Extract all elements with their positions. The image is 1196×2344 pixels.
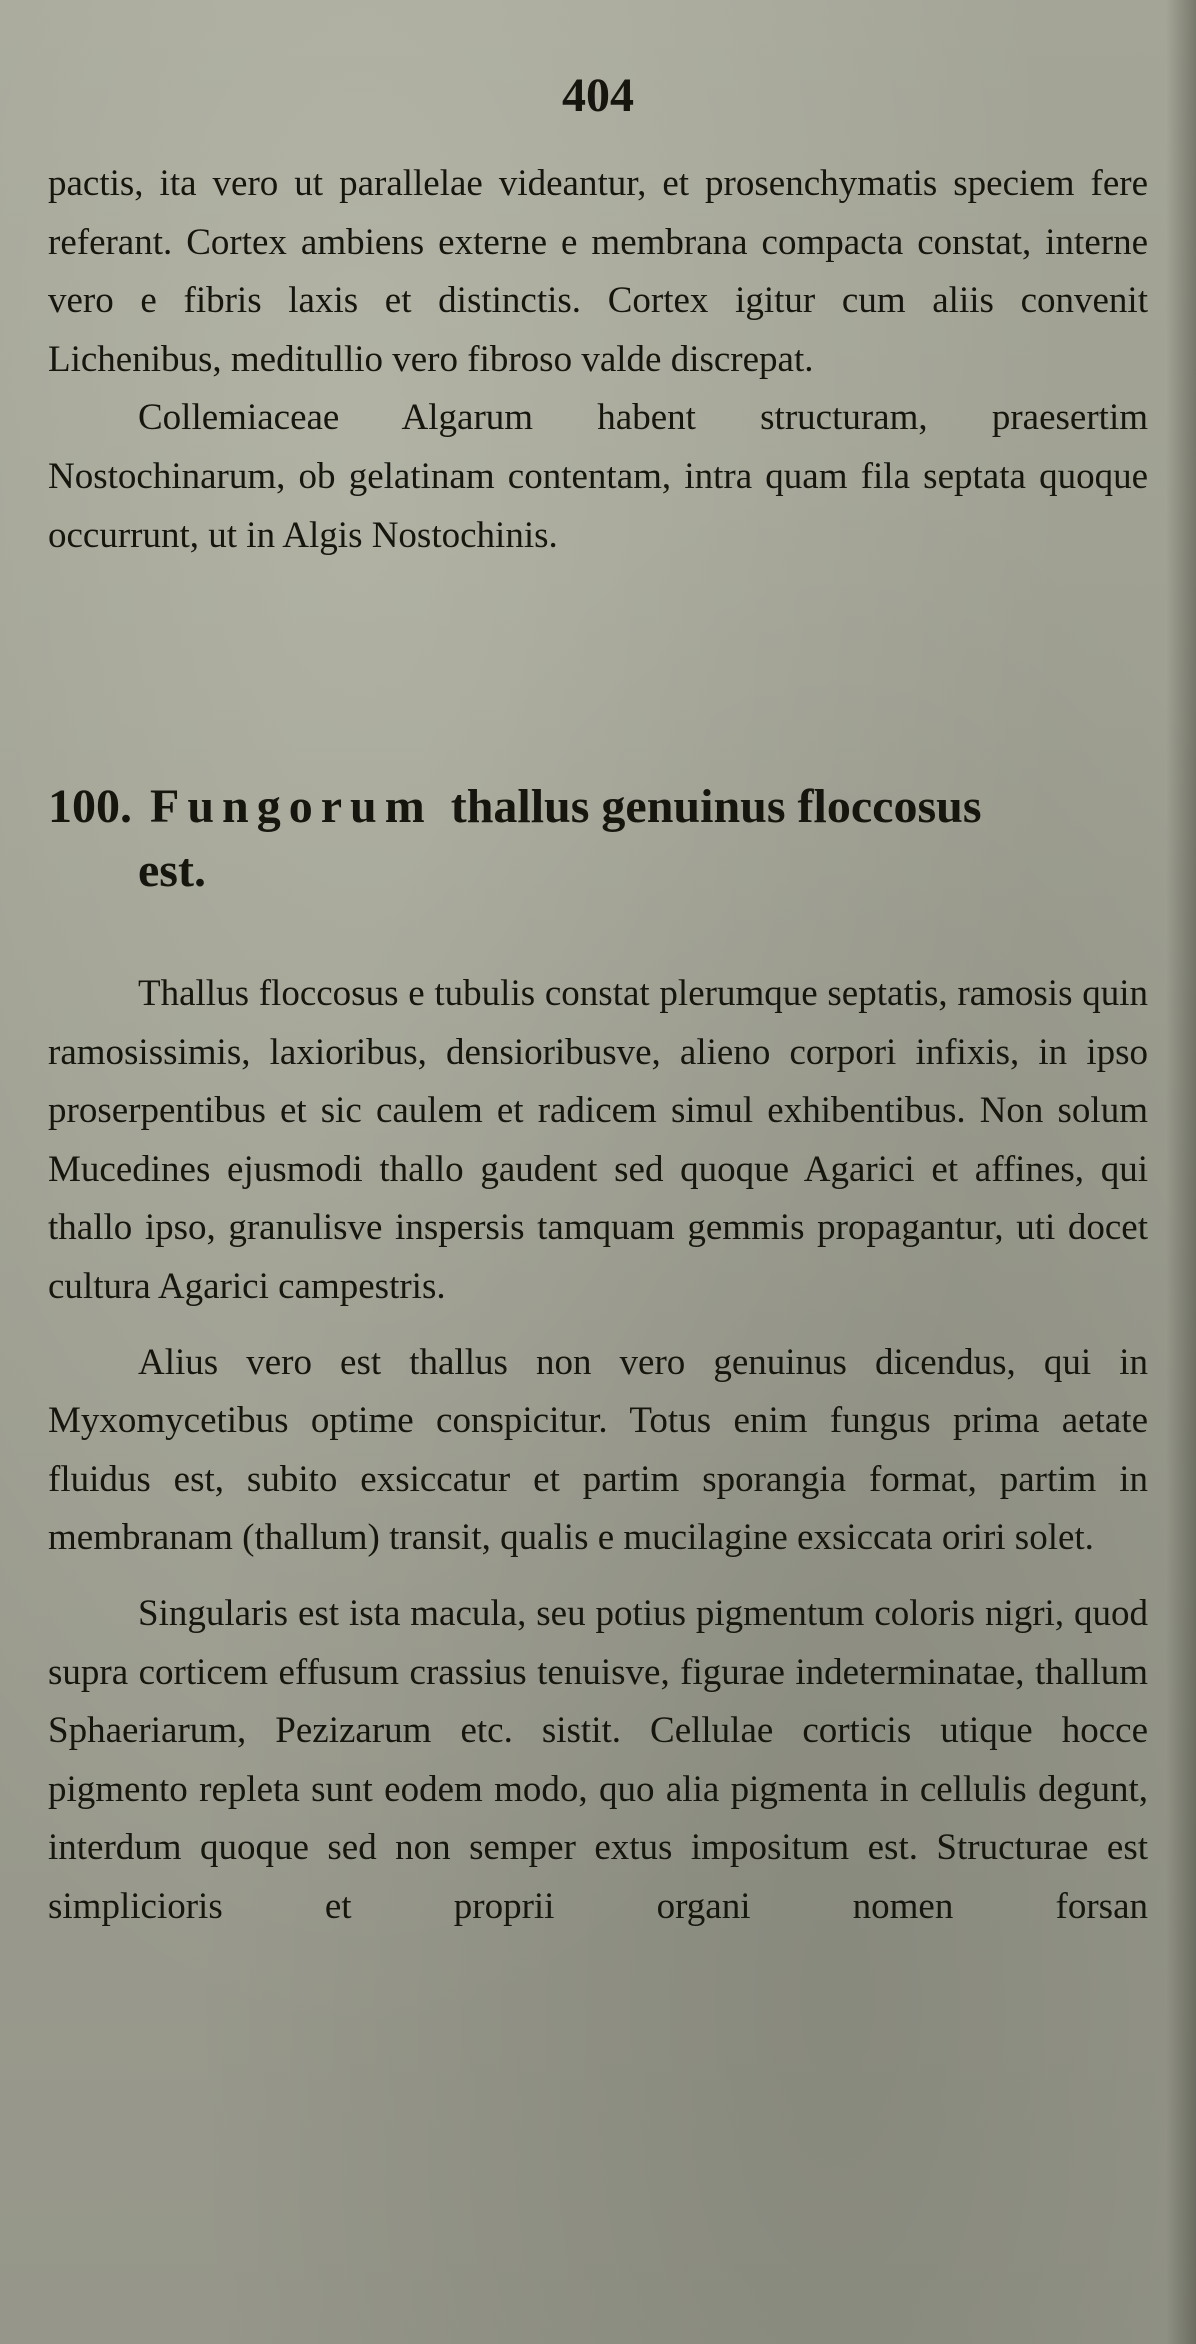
- section-number: 100.: [48, 780, 132, 833]
- paragraph-collemiaceae: Collemiaceae Algarum habent structuram, praesertim Nostochinarum, ob gelatinam contentam, intra quam fila septata quoque occurrunt, ut in Algis Nostochinis.: [48, 397, 1148, 556]
- section-heading: [48, 775, 1148, 903]
- paragraph-thallus-floccosus: Thallus floccosus e tubulis constat plerumque septatis, ramosis quin ramosissimis, laxioribus, densioribusve, alieno corpori infixis, in ipso proserpentibus et sic caulem et radicem simul exhibentibus. Non solum Mucedines ejusmodi thallo gaudent sed quoque Agarici et affines, qui thallo ipso, granulisve inspersis tamquam gemmis propagantur, uti docet cultura Agarici campestris.: [48, 973, 1148, 1307]
- section-title-line2: est.: [138, 844, 206, 897]
- paragraph-alius-thallus: Alius vero est thallus non vero genuinus dicendus, qui in Myxomycetibus optime conspicitur. Totus enim fungus prima aetate fluidus est, subito exsiccatur et partim sporangia format, partim in membranam (thallum) transit, qualis e mucilagine exsiccata oriri solet.: [48, 1341, 1148, 1559]
- top-paragraphs: [48, 155, 1148, 565]
- section-title-line1: thallus genuinus floccosus: [450, 780, 982, 833]
- page-number: 404: [562, 69, 634, 122]
- section-spaced-word: Fungorum: [150, 780, 433, 833]
- body-paragraphs: [48, 965, 1148, 1937]
- paragraph-singularis: Singularis est ista macula, seu potius pigmentum coloris nigri, quod supra corticem effusum crassius tenuisve, figurae indeterminatae, thallum Sphaeriarum, Pezizarum etc. sistit. Cellulae corticis utique hocce pigmento repleta sunt eodem modo, quo alia pigmenta in cellulis degunt, interdum quoque sed non semper extus impositum est. Structurae est simplicioris et proprii organi nomen forsan: [48, 1592, 1148, 1927]
- paragraph-continuation: pactis, ita vero ut parallelae videantur, et prosenchymatis speciem fere referant. Cortex ambiens externe e membrana compacta constat, interne vero e fibris laxis et distinctis. Cortex igitur cum aliis convenit Lichenibus, meditullio vero fibroso valde discrepat.: [48, 163, 1148, 380]
